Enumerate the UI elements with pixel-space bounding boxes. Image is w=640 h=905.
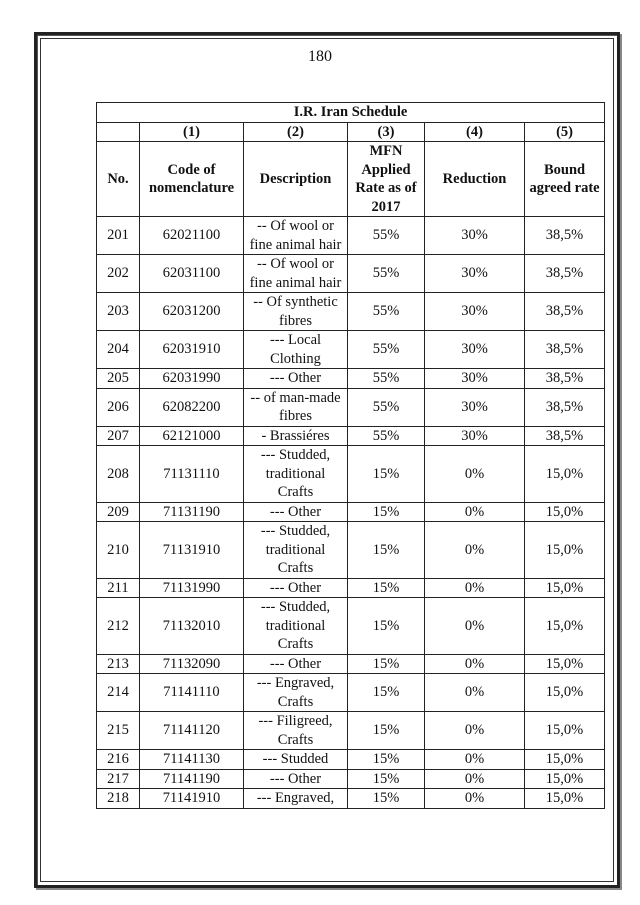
cell-description: -- Of synthetic fibres xyxy=(244,293,348,331)
cell-description: --- Studded, traditional Crafts xyxy=(244,598,348,655)
cell-bound-rate: 15,0% xyxy=(525,654,605,674)
table-row xyxy=(97,674,605,712)
cell-description: --- Local Clothing xyxy=(244,331,348,369)
table-row xyxy=(97,502,605,522)
cell-no: 218 xyxy=(97,789,140,809)
cell-description: --- Studded, traditional Crafts xyxy=(244,522,348,579)
cell-no: 214 xyxy=(97,674,140,712)
cell-no: 204 xyxy=(97,331,140,369)
cell-code: 62031200 xyxy=(140,293,244,331)
cell-description: --- Engraved, xyxy=(244,789,348,809)
table-row xyxy=(97,769,605,789)
table-row xyxy=(97,331,605,369)
column-number-blank xyxy=(97,122,140,142)
cell-code: 71132010 xyxy=(140,598,244,655)
schedule-title: I.R. Iran Schedule xyxy=(97,103,605,123)
cell-no: 217 xyxy=(97,769,140,789)
column-number: (1) xyxy=(140,122,244,142)
cell-bound-rate: 38,5% xyxy=(525,255,605,293)
cell-description: -- Of wool or fine animal hair xyxy=(244,217,348,255)
cell-bound-rate: 15,0% xyxy=(525,502,605,522)
cell-reduction: 0% xyxy=(425,674,525,712)
cell-description: --- Other xyxy=(244,369,348,389)
cell-code: 71131110 xyxy=(140,446,244,503)
cell-description: --- Studded xyxy=(244,750,348,770)
cell-bound-rate: 15,0% xyxy=(525,789,605,809)
cell-bound-rate: 38,5% xyxy=(525,369,605,389)
table-row xyxy=(97,522,605,579)
cell-reduction: 30% xyxy=(425,426,525,446)
table-row xyxy=(97,446,605,503)
cell-mfn-rate: 15% xyxy=(348,674,425,712)
cell-description: --- Other xyxy=(244,578,348,598)
cell-bound-rate: 15,0% xyxy=(525,712,605,750)
table-row xyxy=(97,598,605,655)
cell-reduction: 0% xyxy=(425,750,525,770)
cell-description: -- Of wool or fine animal hair xyxy=(244,255,348,293)
cell-no: 211 xyxy=(97,578,140,598)
cell-bound-rate: 15,0% xyxy=(525,446,605,503)
column-number: (3) xyxy=(348,122,425,142)
table-row xyxy=(97,293,605,331)
cell-no: 208 xyxy=(97,446,140,503)
table-row xyxy=(97,578,605,598)
column-number: (4) xyxy=(425,122,525,142)
cell-no: 206 xyxy=(97,388,140,426)
cell-mfn-rate: 55% xyxy=(348,331,425,369)
cell-reduction: 30% xyxy=(425,217,525,255)
table-row xyxy=(97,750,605,770)
cell-reduction: 30% xyxy=(425,369,525,389)
cell-mfn-rate: 55% xyxy=(348,369,425,389)
cell-bound-rate: 15,0% xyxy=(525,750,605,770)
cell-mfn-rate: 15% xyxy=(348,446,425,503)
cell-reduction: 30% xyxy=(425,331,525,369)
header-no: No. xyxy=(97,142,140,217)
cell-mfn-rate: 15% xyxy=(348,654,425,674)
cell-description: --- Other xyxy=(244,769,348,789)
cell-code: 71141190 xyxy=(140,769,244,789)
cell-reduction: 30% xyxy=(425,388,525,426)
cell-code: 71141130 xyxy=(140,750,244,770)
cell-mfn-rate: 15% xyxy=(348,522,425,579)
cell-mfn-rate: 55% xyxy=(348,426,425,446)
cell-mfn-rate: 55% xyxy=(348,255,425,293)
cell-code: 71131990 xyxy=(140,578,244,598)
cell-no: 210 xyxy=(97,522,140,579)
cell-mfn-rate: 15% xyxy=(348,789,425,809)
cell-code: 62031100 xyxy=(140,255,244,293)
table-row xyxy=(97,654,605,674)
cell-code: 62082200 xyxy=(140,388,244,426)
cell-reduction: 0% xyxy=(425,598,525,655)
cell-reduction: 30% xyxy=(425,293,525,331)
cell-code: 71141110 xyxy=(140,674,244,712)
cell-bound-rate: 15,0% xyxy=(525,598,605,655)
cell-code: 71131910 xyxy=(140,522,244,579)
header-description: Description xyxy=(244,142,348,217)
cell-code: 62031910 xyxy=(140,331,244,369)
iran-schedule-table xyxy=(96,102,605,809)
table-row xyxy=(97,426,605,446)
table-row xyxy=(97,369,605,389)
cell-reduction: 0% xyxy=(425,446,525,503)
table-row xyxy=(97,388,605,426)
cell-description: -- of man-made fibres xyxy=(244,388,348,426)
cell-no: 213 xyxy=(97,654,140,674)
cell-reduction: 0% xyxy=(425,769,525,789)
cell-mfn-rate: 15% xyxy=(348,712,425,750)
cell-reduction: 0% xyxy=(425,502,525,522)
cell-bound-rate: 38,5% xyxy=(525,293,605,331)
cell-description: --- Studded, traditional Crafts xyxy=(244,446,348,503)
cell-reduction: 0% xyxy=(425,522,525,579)
cell-reduction: 0% xyxy=(425,578,525,598)
cell-bound-rate: 15,0% xyxy=(525,769,605,789)
cell-mfn-rate: 15% xyxy=(348,578,425,598)
cell-mfn-rate: 15% xyxy=(348,598,425,655)
table-row xyxy=(97,789,605,809)
cell-description: --- Engraved, Crafts xyxy=(244,674,348,712)
cell-description: --- Other xyxy=(244,654,348,674)
cell-mfn-rate: 55% xyxy=(348,293,425,331)
cell-bound-rate: 38,5% xyxy=(525,217,605,255)
cell-reduction: 0% xyxy=(425,654,525,674)
cell-bound-rate: 15,0% xyxy=(525,522,605,579)
cell-mfn-rate: 15% xyxy=(348,769,425,789)
cell-no: 215 xyxy=(97,712,140,750)
cell-bound-rate: 15,0% xyxy=(525,674,605,712)
cell-bound-rate: 15,0% xyxy=(525,578,605,598)
cell-bound-rate: 38,5% xyxy=(525,426,605,446)
header-mfn-rate: MFN Applied Rate as of 2017 xyxy=(348,142,425,217)
cell-no: 203 xyxy=(97,293,140,331)
cell-bound-rate: 38,5% xyxy=(525,331,605,369)
cell-mfn-rate: 55% xyxy=(348,217,425,255)
cell-code: 62121000 xyxy=(140,426,244,446)
column-number: (2) xyxy=(244,122,348,142)
cell-no: 209 xyxy=(97,502,140,522)
cell-no: 202 xyxy=(97,255,140,293)
cell-no: 205 xyxy=(97,369,140,389)
cell-code: 71131190 xyxy=(140,502,244,522)
header-reduction: Reduction xyxy=(425,142,525,217)
header-code: Code of nomenclature xyxy=(140,142,244,217)
cell-mfn-rate: 15% xyxy=(348,750,425,770)
cell-no: 216 xyxy=(97,750,140,770)
cell-description: - Brassiéres xyxy=(244,426,348,446)
cell-code: 71141120 xyxy=(140,712,244,750)
cell-code: 71132090 xyxy=(140,654,244,674)
table-row xyxy=(97,255,605,293)
cell-description: --- Other xyxy=(244,502,348,522)
cell-code: 62021100 xyxy=(140,217,244,255)
cell-bound-rate: 38,5% xyxy=(525,388,605,426)
cell-description: --- Filigreed, Crafts xyxy=(244,712,348,750)
cell-code: 71141910 xyxy=(140,789,244,809)
cell-code: 62031990 xyxy=(140,369,244,389)
table-row xyxy=(97,712,605,750)
cell-mfn-rate: 55% xyxy=(348,388,425,426)
cell-no: 212 xyxy=(97,598,140,655)
column-number: (5) xyxy=(525,122,605,142)
cell-reduction: 30% xyxy=(425,255,525,293)
cell-reduction: 0% xyxy=(425,712,525,750)
cell-mfn-rate: 15% xyxy=(348,502,425,522)
cell-no: 207 xyxy=(97,426,140,446)
header-bound-rate: Bound agreed rate xyxy=(525,142,605,217)
table-row xyxy=(97,217,605,255)
cell-reduction: 0% xyxy=(425,789,525,809)
cell-no: 201 xyxy=(97,217,140,255)
page-number: 180 xyxy=(308,48,332,65)
